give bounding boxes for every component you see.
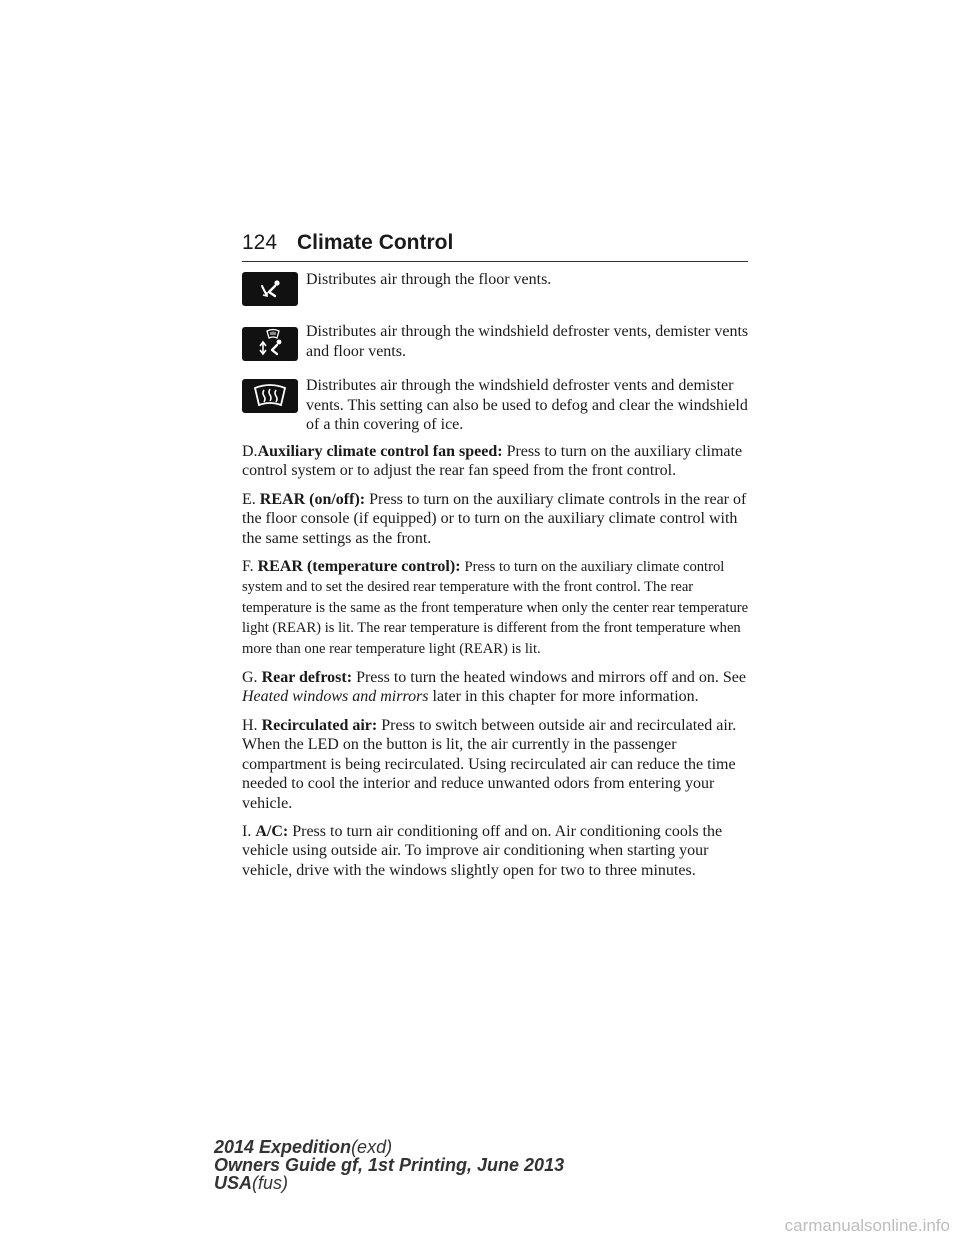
item-term: REAR (on/off): <box>259 490 366 508</box>
item-h <box>242 716 752 813</box>
footer-printing: Owners Guide gf, 1st Printing, June 2013 <box>214 1155 565 1175</box>
item-term: Rear defrost: <box>261 669 353 687</box>
item-text-after: later in this chapter for more information. <box>432 688 699 706</box>
item-e <box>242 490 752 548</box>
item-letter: D. <box>242 443 258 460</box>
footer-model-code: (exd) <box>351 1137 393 1157</box>
icon-desc-defrost-floor: Distributes air through the windshield defroster vents, demister vents and floor vents. <box>306 323 749 360</box>
body-text <box>242 442 752 889</box>
item-text: Press to turn on the auxiliary climate controls in the rear of the floor console (if equipped) or to turn on the auxiliary climate control with the same settings as the front. <box>242 490 747 547</box>
icon-desc-floor: Distributes air through the floor vents. <box>306 271 552 288</box>
item-term: Recirculated air: <box>261 716 378 734</box>
defrost-floor-icon <box>242 327 298 361</box>
item-letter: I. <box>242 822 252 840</box>
item-letter: E. <box>242 490 256 508</box>
document-footer <box>214 1138 564 1192</box>
page-number: 124 <box>242 231 278 254</box>
windshield-defrost-icon <box>242 379 298 413</box>
item-term: A/C: <box>255 822 289 840</box>
item-f <box>242 557 752 659</box>
page-header <box>242 229 748 262</box>
floor-vent-icon <box>242 272 298 306</box>
page-title: Climate Control <box>297 231 454 254</box>
item-i <box>242 822 752 880</box>
item-letter: G. <box>242 669 258 687</box>
item-g <box>242 668 752 707</box>
item-letter: H. <box>242 716 258 734</box>
icon-desc-defrost: Distributes air through the windshield defroster vents and demister vents. This setting can also be used to defog and clear the windshield of a thin covering of ice. <box>306 377 748 433</box>
item-text: Press to turn the heated windows and mirrors off and on. See <box>356 669 746 687</box>
item-text: Press to switch between outside air and recirculated air. When the LED on the button is lit, the air currently in the passenger compartment is being recirculated. Using recirculated air can reduce the time needed to cool the interior and reduce unwanted odors from entering your vehicle. <box>242 716 737 812</box>
item-term: Auxiliary climate control fan speed: <box>257 443 503 460</box>
item-text: Press to turn on the auxiliary climate control system and to set the desired rear temperature with the front control. The rear temperature is the same as the front temperature when only the center rear temperature light (REAR) is lit. The rear temperature is different from the front temperature when more than one rear temperature light (REAR) is lit. <box>242 559 749 657</box>
footer-market: USA <box>214 1173 253 1193</box>
item-d <box>242 442 752 481</box>
cross-reference: Heated windows and mirrors <box>242 688 429 706</box>
item-text: Press to turn air conditioning off and on. Air conditioning cools the vehicle using outside air. To improve air conditioning when starting your vehicle, drive with the windows slightly open for two to three minutes. <box>242 822 723 879</box>
item-text: Press to turn on the auxiliary climate control system or to adjust the rear fan speed from the front control. <box>242 443 743 480</box>
watermark: carmanualsonline.info <box>784 1216 950 1235</box>
item-term: REAR (temperature control): <box>257 558 461 576</box>
footer-market-code: (fus) <box>252 1173 289 1193</box>
footer-model: 2014 Expedition <box>214 1137 352 1157</box>
item-letter: F. <box>242 558 254 576</box>
